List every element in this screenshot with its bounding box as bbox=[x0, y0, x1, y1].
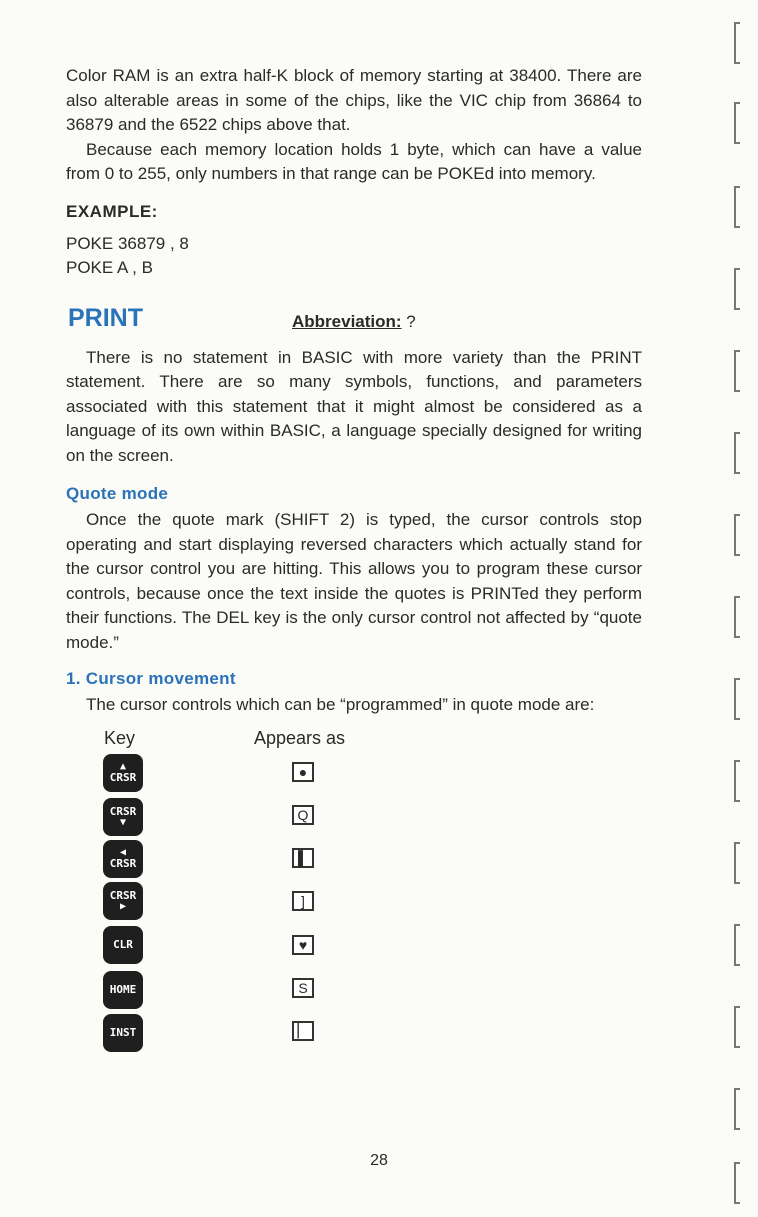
key-label: CRSR bbox=[109, 770, 137, 784]
print-description: There is no statement in BASIC with more variety than the PRINT statement. There are so many symbols, functions, and parameters associated with this statement that it might almost be considered as a language of its own within BASIC, a language specially designed for writing on the screen. bbox=[66, 347, 642, 465]
binding-mark bbox=[734, 22, 742, 64]
key-cap-home bbox=[103, 971, 143, 1009]
arrow-icon: ▲ bbox=[119, 760, 127, 772]
binding-mark bbox=[734, 1006, 742, 1048]
binding-mark bbox=[734, 924, 742, 966]
binding-mark bbox=[734, 514, 742, 556]
key-table bbox=[66, 728, 642, 1058]
key-label: CRSR bbox=[109, 888, 137, 902]
binding-mark bbox=[734, 678, 742, 720]
key-label: INST bbox=[109, 1025, 137, 1039]
print-heading: PRINT bbox=[68, 303, 143, 332]
binding-mark bbox=[734, 596, 742, 638]
example-line: POKE A , B bbox=[66, 257, 153, 277]
binding-mark bbox=[734, 842, 742, 884]
key-label: HOME bbox=[109, 982, 137, 996]
binding-mark bbox=[734, 268, 742, 310]
print-heading-row bbox=[66, 300, 642, 346]
binding-mark bbox=[734, 1088, 742, 1130]
cursor-movement-description: The cursor controls which can be “programmed” in quote mode are: bbox=[86, 695, 595, 714]
key-cap-inst bbox=[103, 1014, 143, 1052]
example-label: EXAMPLE: bbox=[66, 201, 158, 221]
arrow-icon: ▼ bbox=[119, 816, 127, 828]
binding-mark bbox=[734, 1162, 742, 1204]
key-column-header: Key bbox=[104, 727, 136, 748]
page-content bbox=[66, 64, 642, 1058]
abbreviation bbox=[292, 312, 416, 332]
intro-paragraph-2: Because each memory location holds 1 byte, which can have a value from 0 to 255, only numbers in that range can be POKEd into memory. bbox=[66, 139, 642, 183]
binding-mark bbox=[734, 432, 742, 474]
key-cap-crsr bbox=[103, 882, 143, 920]
arrow-icon: ◀ bbox=[119, 846, 127, 858]
binding-mark bbox=[734, 760, 742, 802]
appears-as-column-header: Appears as bbox=[254, 727, 346, 748]
reversed-glyph: ▏ bbox=[292, 1021, 314, 1041]
abbreviation-label: Abbreviation: bbox=[292, 311, 402, 331]
cursor-movement-heading: 1. Cursor movement bbox=[66, 669, 236, 688]
key-label: CRSR bbox=[109, 804, 137, 818]
key-cap-crsr bbox=[103, 840, 143, 878]
intro-paragraph-1: Color RAM is an extra half-K block of memory starting at 38400. There are also alterable areas in some of the chips, like the VIC chip from 36864 to 36879 and the 6522 chips above that. bbox=[66, 66, 642, 134]
reversed-glyph: ] bbox=[292, 891, 314, 911]
page-number: 28 bbox=[370, 1152, 388, 1169]
key-cap-clr bbox=[103, 926, 143, 964]
quote-mode-description: Once the quote mark (SHIFT 2) is typed, the cursor controls stop operating and start displaying reversed characters which actually stand for the cursor control you are hitting. This allows you to program these cursor controls, because once the text inside the quotes is PRINTed they perform their functions. The DEL key is the only cursor control not affected by “quote mode.” bbox=[66, 510, 642, 652]
arrow-icon: ▶ bbox=[119, 900, 127, 912]
quote-mode-heading: Quote mode bbox=[66, 484, 169, 503]
abbreviation-value: ? bbox=[406, 311, 416, 331]
binding-mark bbox=[734, 102, 742, 144]
reversed-glyph: Q bbox=[292, 805, 314, 825]
key-cap-crsr bbox=[103, 754, 143, 792]
reversed-glyph: ♥ bbox=[292, 935, 314, 955]
key-label: CLR bbox=[113, 937, 133, 951]
example-line: POKE 36879 , 8 bbox=[66, 233, 189, 253]
reversed-glyph: S bbox=[292, 978, 314, 998]
example-code bbox=[66, 232, 642, 280]
binding-mark bbox=[734, 186, 742, 228]
reversed-glyph: ● bbox=[292, 762, 314, 782]
binding-mark bbox=[734, 350, 742, 392]
key-label: CRSR bbox=[109, 856, 137, 870]
key-cap-crsr bbox=[103, 798, 143, 836]
reversed-glyph: ▌ bbox=[292, 848, 314, 868]
